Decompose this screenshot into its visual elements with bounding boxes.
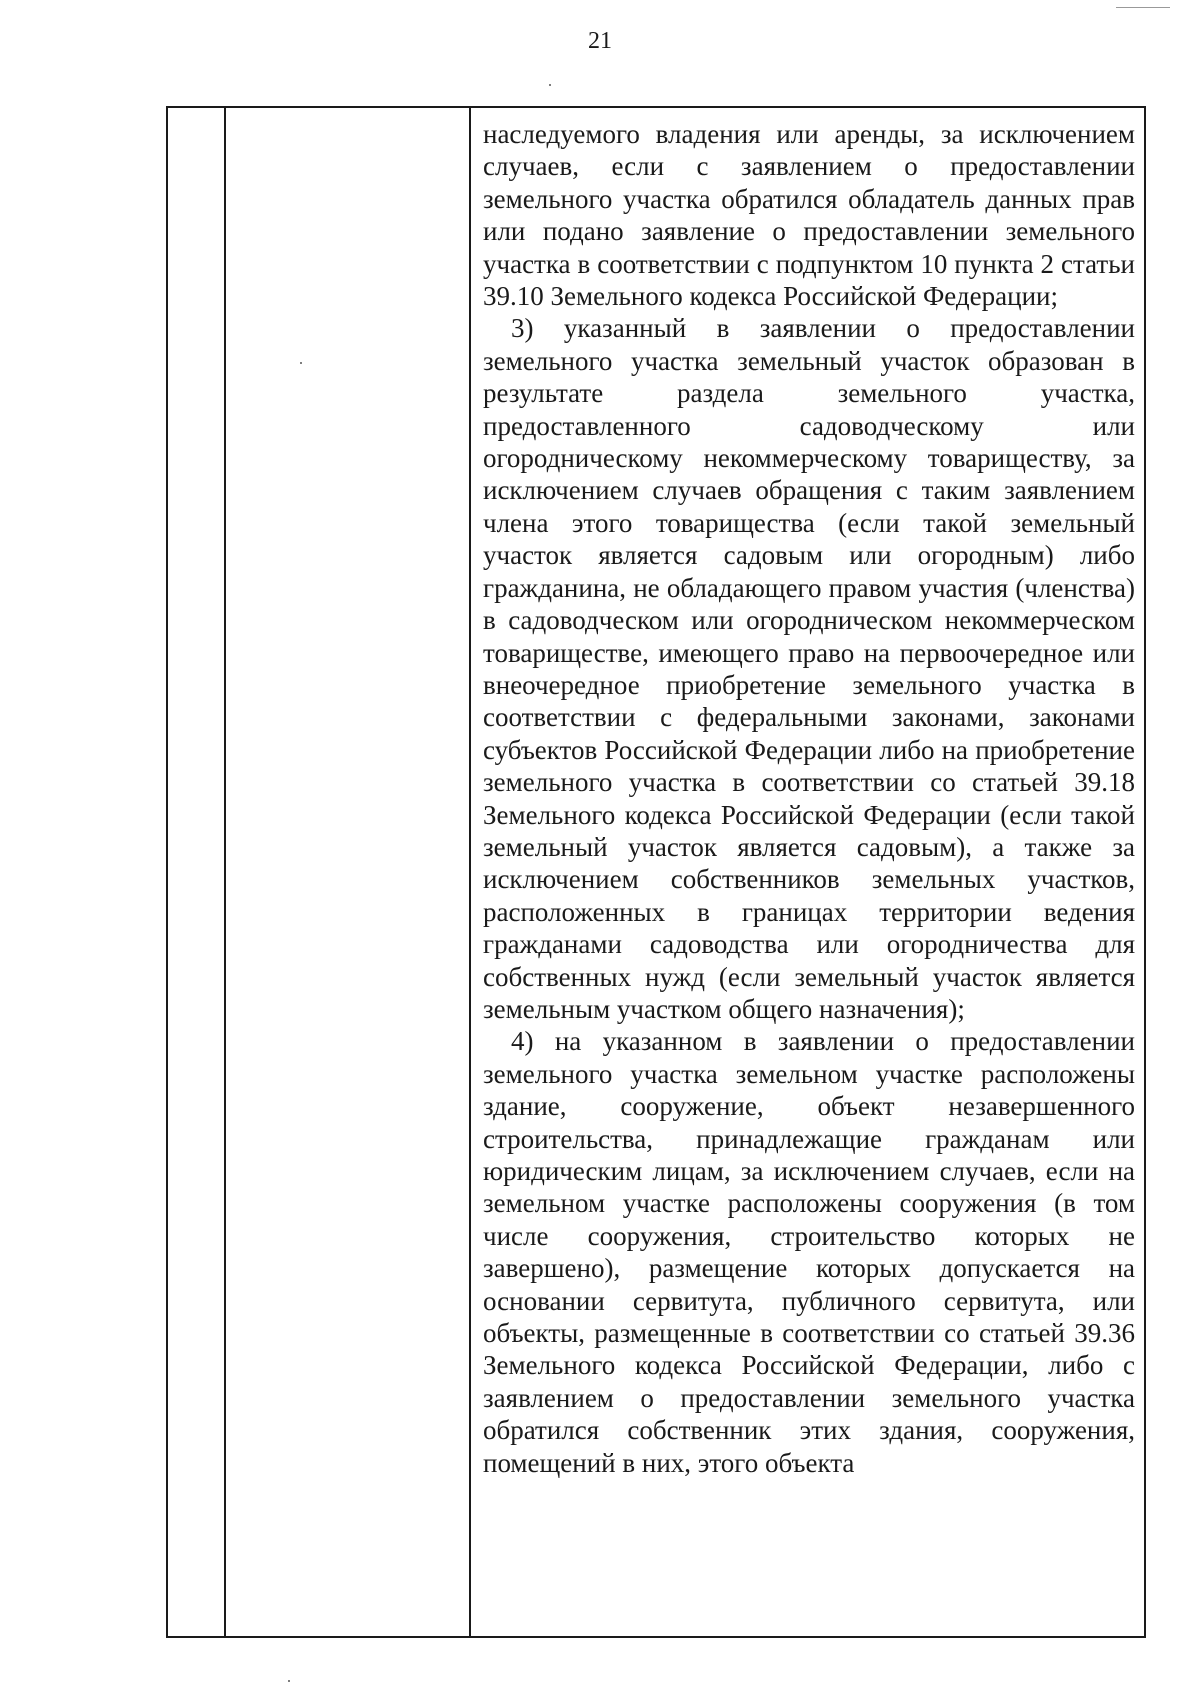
- table-cell-description: [225, 107, 470, 1637]
- table-row: [167, 107, 1145, 1637]
- scan-speck: [288, 1680, 290, 1682]
- paragraph-item-3: 3) указанный в заявлении о предоставлении земельного участка земельный участок образован в результате раздела земельного участка, предоставленного садоводческому или огородническому некоммерческому товариществу, за исключением случаев обращения с таким заявлением члена этого товарищества (если такой земельный участок является садовым или огородным) либо гражданина, не обладающего правом участия (членства) в садоводческом или огородническом некоммерческом товариществе, имеющего право на первоочередное или внеочередное приобретение земельного участка в соответствии с федеральными законами, законами субъектов Российской Федерации либо на приобретение земельного участка в соответствии со статьей 39.18 Земельного кодекса Российской Федерации (если такой земельный участок является садовым), а также за исключением собственников земельных участков, расположенных в границах территории ведения гражданами садоводства или огородничества для собственных нужд (если земельный участок является земельным участком общего назначения);: [483, 313, 1135, 1024]
- document-table: [166, 106, 1146, 1638]
- paragraph-item-4: 4) на указанном в заявлении о предоставлении земельного участка земельном участке расположены здание, сооружение, объект незавершенного строительства, принадлежащие гражданам или юридическим лицам, за исключением случаев, если на земельном участке расположены сооружения (в том числе сооружения, строительство которых не завершено), размещение которых допускается на основании сервитута, публичного сервитута, или объекты, размещенные в соответствии со статьей 39.36 Земельного кодекса Российской Федерации, либо с заявлением о предоставлении земельного участка обратился собственник этих здания, сооружения, помещений в них, этого объекта: [483, 1026, 1135, 1478]
- scan-speck: [549, 84, 551, 86]
- table-cell-number: [167, 107, 225, 1637]
- scan-artifact-line: [1116, 7, 1170, 8]
- table-cell-text: [470, 107, 1145, 1637]
- paragraph-continuation: наследуемого владения или аренды, за исключением случаев, если с заявлением о предоставлении земельного участка обратился обладатель данных прав или подано заявление о предоставлении земельного участка в соответствии с подпунктом 10 пункта 2 статьи 39.10 Земельного кодекса Российской Федерации;: [483, 119, 1135, 312]
- page-number: 21: [588, 28, 612, 54]
